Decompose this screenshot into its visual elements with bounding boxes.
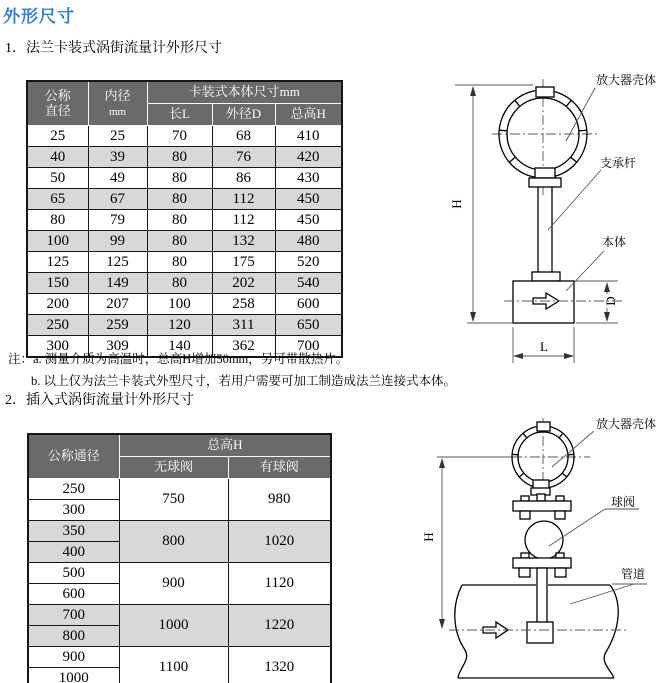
table-row: 50 49 80 86 430 <box>27 168 342 189</box>
table-row: 200 207 100 258 600 <box>27 294 342 315</box>
table-row: 250 259 120 311 650 <box>27 315 342 336</box>
label-amplifier-housing: 放大器壳体 <box>596 417 657 431</box>
insertion-type-dimension-table <box>27 433 332 683</box>
table-row: 125 125 80 175 520 <box>27 252 342 273</box>
table1-note-a: 注：a. 测量介质为高温时，总高H增加50mm，另可带散热片。 <box>8 352 349 366</box>
page-title: 外形尺寸 <box>3 7 75 26</box>
table-row: 900 1100 1320 <box>28 647 331 668</box>
table-row: 80 79 80 112 450 <box>27 210 342 231</box>
label-support-rod: 支承杆 <box>600 156 637 170</box>
label-body: 本体 <box>602 235 627 249</box>
col-header-body-size-span: 卡装式本体尺寸mm <box>147 81 342 104</box>
flange-type-dimension-table <box>26 80 343 358</box>
col-header-total-height-span: 总高H <box>119 434 331 457</box>
label-dim-d: D <box>603 296 618 306</box>
leader-amplifier <box>566 88 595 141</box>
dimension-h <box>439 458 445 629</box>
table-row: 1000 <box>28 668 331 683</box>
label-amplifier-housing: 放大器壳体 <box>596 73 657 87</box>
leader-pipe <box>570 584 634 604</box>
col-header-nominal-diameter: 公称 直径 <box>27 81 88 126</box>
table-row: 600 <box>28 584 331 605</box>
col-header-inner-diameter: 内径 mm <box>88 81 147 126</box>
table-row: 700 1000 1220 <box>28 605 331 626</box>
label-dim-h: H <box>449 199 464 209</box>
label-dim-h: H <box>421 532 436 542</box>
label-dim-l: L <box>540 339 548 354</box>
insertion-type-flowmeter-diagram <box>415 405 663 683</box>
table-row: 250 750 980 <box>28 479 331 500</box>
table-row: 400 <box>28 542 331 563</box>
table-row: 300 <box>28 500 331 521</box>
col-header-length: 长L <box>147 104 212 126</box>
col-header-outer-diameter: 外径D <box>212 104 275 126</box>
table-row: 300 309 140 362 700 <box>27 336 342 358</box>
table-row: 100 99 80 132 480 <box>27 231 342 252</box>
col-header-no-ball-valve: 无球阀 <box>119 457 228 479</box>
col-header-with-ball-valve: 有球阀 <box>228 457 331 479</box>
table-row: 65 67 80 112 450 <box>27 189 342 210</box>
section2-heading: 2．插入式涡街流量计外形尺寸 <box>5 393 194 408</box>
table-row: 40 39 80 76 420 <box>27 147 342 168</box>
col-header-total-height: 总高H <box>275 104 342 126</box>
table-row: 25 25 70 68 410 <box>27 126 342 147</box>
label-pipe: 管道 <box>621 567 646 581</box>
section1-heading: 1．法兰卡装式涡街流量计外形尺寸 <box>5 41 222 56</box>
table-header-row <box>27 81 342 104</box>
insertion-probe <box>527 568 553 643</box>
flange-type-flowmeter-diagram <box>420 55 663 385</box>
table-row: 350 800 1020 <box>28 521 331 542</box>
table-row: 800 <box>28 626 331 647</box>
table1-note-b: b. 以上仅为法兰卡装式外型尺寸，若用户需要可加工制造成法兰连接式本体。 <box>31 374 457 388</box>
col-header-nominal-bore: 公称通径 <box>28 434 119 479</box>
label-ball-valve: 球阀 <box>611 495 636 509</box>
support-rod <box>532 187 560 281</box>
table-row: 150 149 80 202 540 <box>27 273 342 294</box>
leader-body <box>566 251 604 291</box>
table-header-row <box>28 434 331 457</box>
table-row: 500 900 1120 <box>28 563 331 584</box>
